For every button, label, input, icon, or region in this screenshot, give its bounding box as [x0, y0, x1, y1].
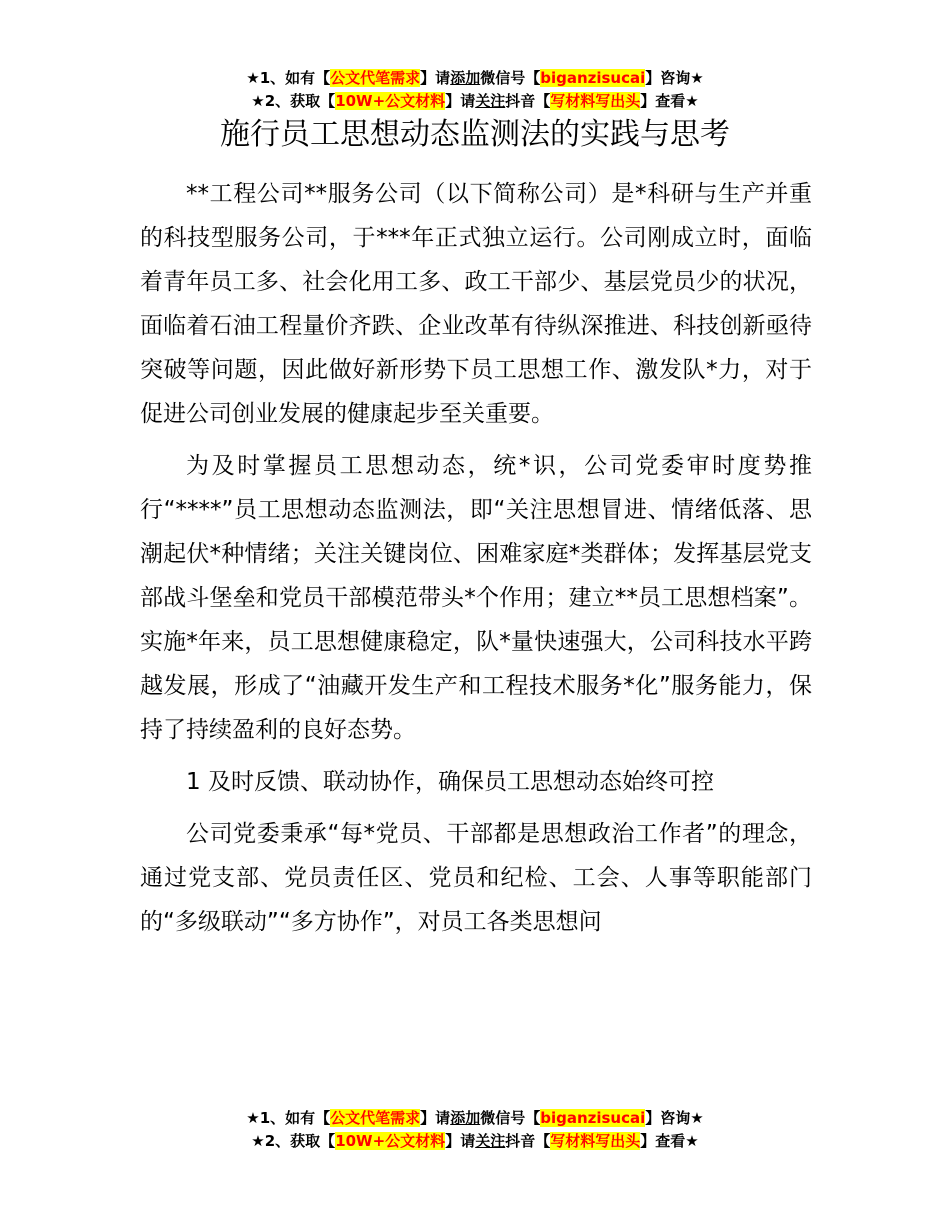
paragraph-method: 为及时掌握员工思想动态，统*识，公司党委审时度势推行“****”员工思想动态监测法，即“关注思想冒进、情绪低落、思潮起伏*种情绪；关注关键岗位、困难家庭*类群体；发挥基层党支部战斗堡垒和党员干部模范带头*个作用；建立**员工思想档案”。实施*年来，员工思想健康稳定，队*量快速强大，公司科技水平跨越发展，形成了“油藏开发生产和工程技术服务*化”服务能力，保持了持续盈利的良好态势。: [140, 453, 812, 743]
banner-line-2: ★2、获取【10W+公文材料】请关注抖音【写材料写出头】查看★: [251, 92, 699, 110]
highlight-writing-service: 公文代笔需求: [330, 69, 421, 87]
highlight-douyin: 写材料写出头: [550, 92, 641, 110]
highlight-materials: 10W+公文材料: [335, 92, 446, 110]
paragraph-intro: **工程公司**服务公司（以下简称公司）是*科研与生产并重的科技型服务公司，于***年正式独立运行。公司刚成立时，面临着青年员工多、社会化用工多、政工干部少、基层党员少的状况，面临着石油工程量价齐跌、企业改革有待纵深推进、科技创新亟待突破等问题，因此做好新形势下员工思想工作、激发队*力，对于促进公司创业发展的健康起步至关重要。: [140, 181, 812, 427]
highlight-writing-service: 公文代笔需求: [330, 1109, 421, 1127]
highlight-materials: 10W+公文材料: [335, 1132, 446, 1150]
highlight-douyin: 写材料写出头: [550, 1132, 641, 1150]
footer-line-2: ★2、获取【10W+公文材料】请关注抖音【写材料写出头】查看★: [251, 1132, 699, 1150]
header-banner: [0, 67, 950, 113]
paragraph-section-1: 公司党委秉承“每*党员、干部都是思想政治工作者”的理念，通过党支部、党员责任区、党员和纪检、工会、人事等职能部门的“多级联动”“多方协作”，对员工各类思想问: [140, 821, 812, 935]
highlight-wechat-id: biganzisucai: [540, 1109, 646, 1127]
section-heading-1: 1 及时反馈、联动协作，确保员工思想动态始终可控: [186, 769, 714, 795]
document-title: 施行员工思想动态监测法的实践与思考: [220, 117, 730, 152]
banner-line-1: ★1、如有【公文代笔需求】请添加微信号【biganzisucai】咨询★: [246, 69, 704, 87]
highlight-wechat-id: biganzisucai: [540, 69, 646, 87]
footer-banner: [0, 1107, 950, 1153]
document-body: [140, 172, 812, 952]
footer-line-1: ★1、如有【公文代笔需求】请添加微信号【biganzisucai】咨询★: [246, 1109, 704, 1127]
